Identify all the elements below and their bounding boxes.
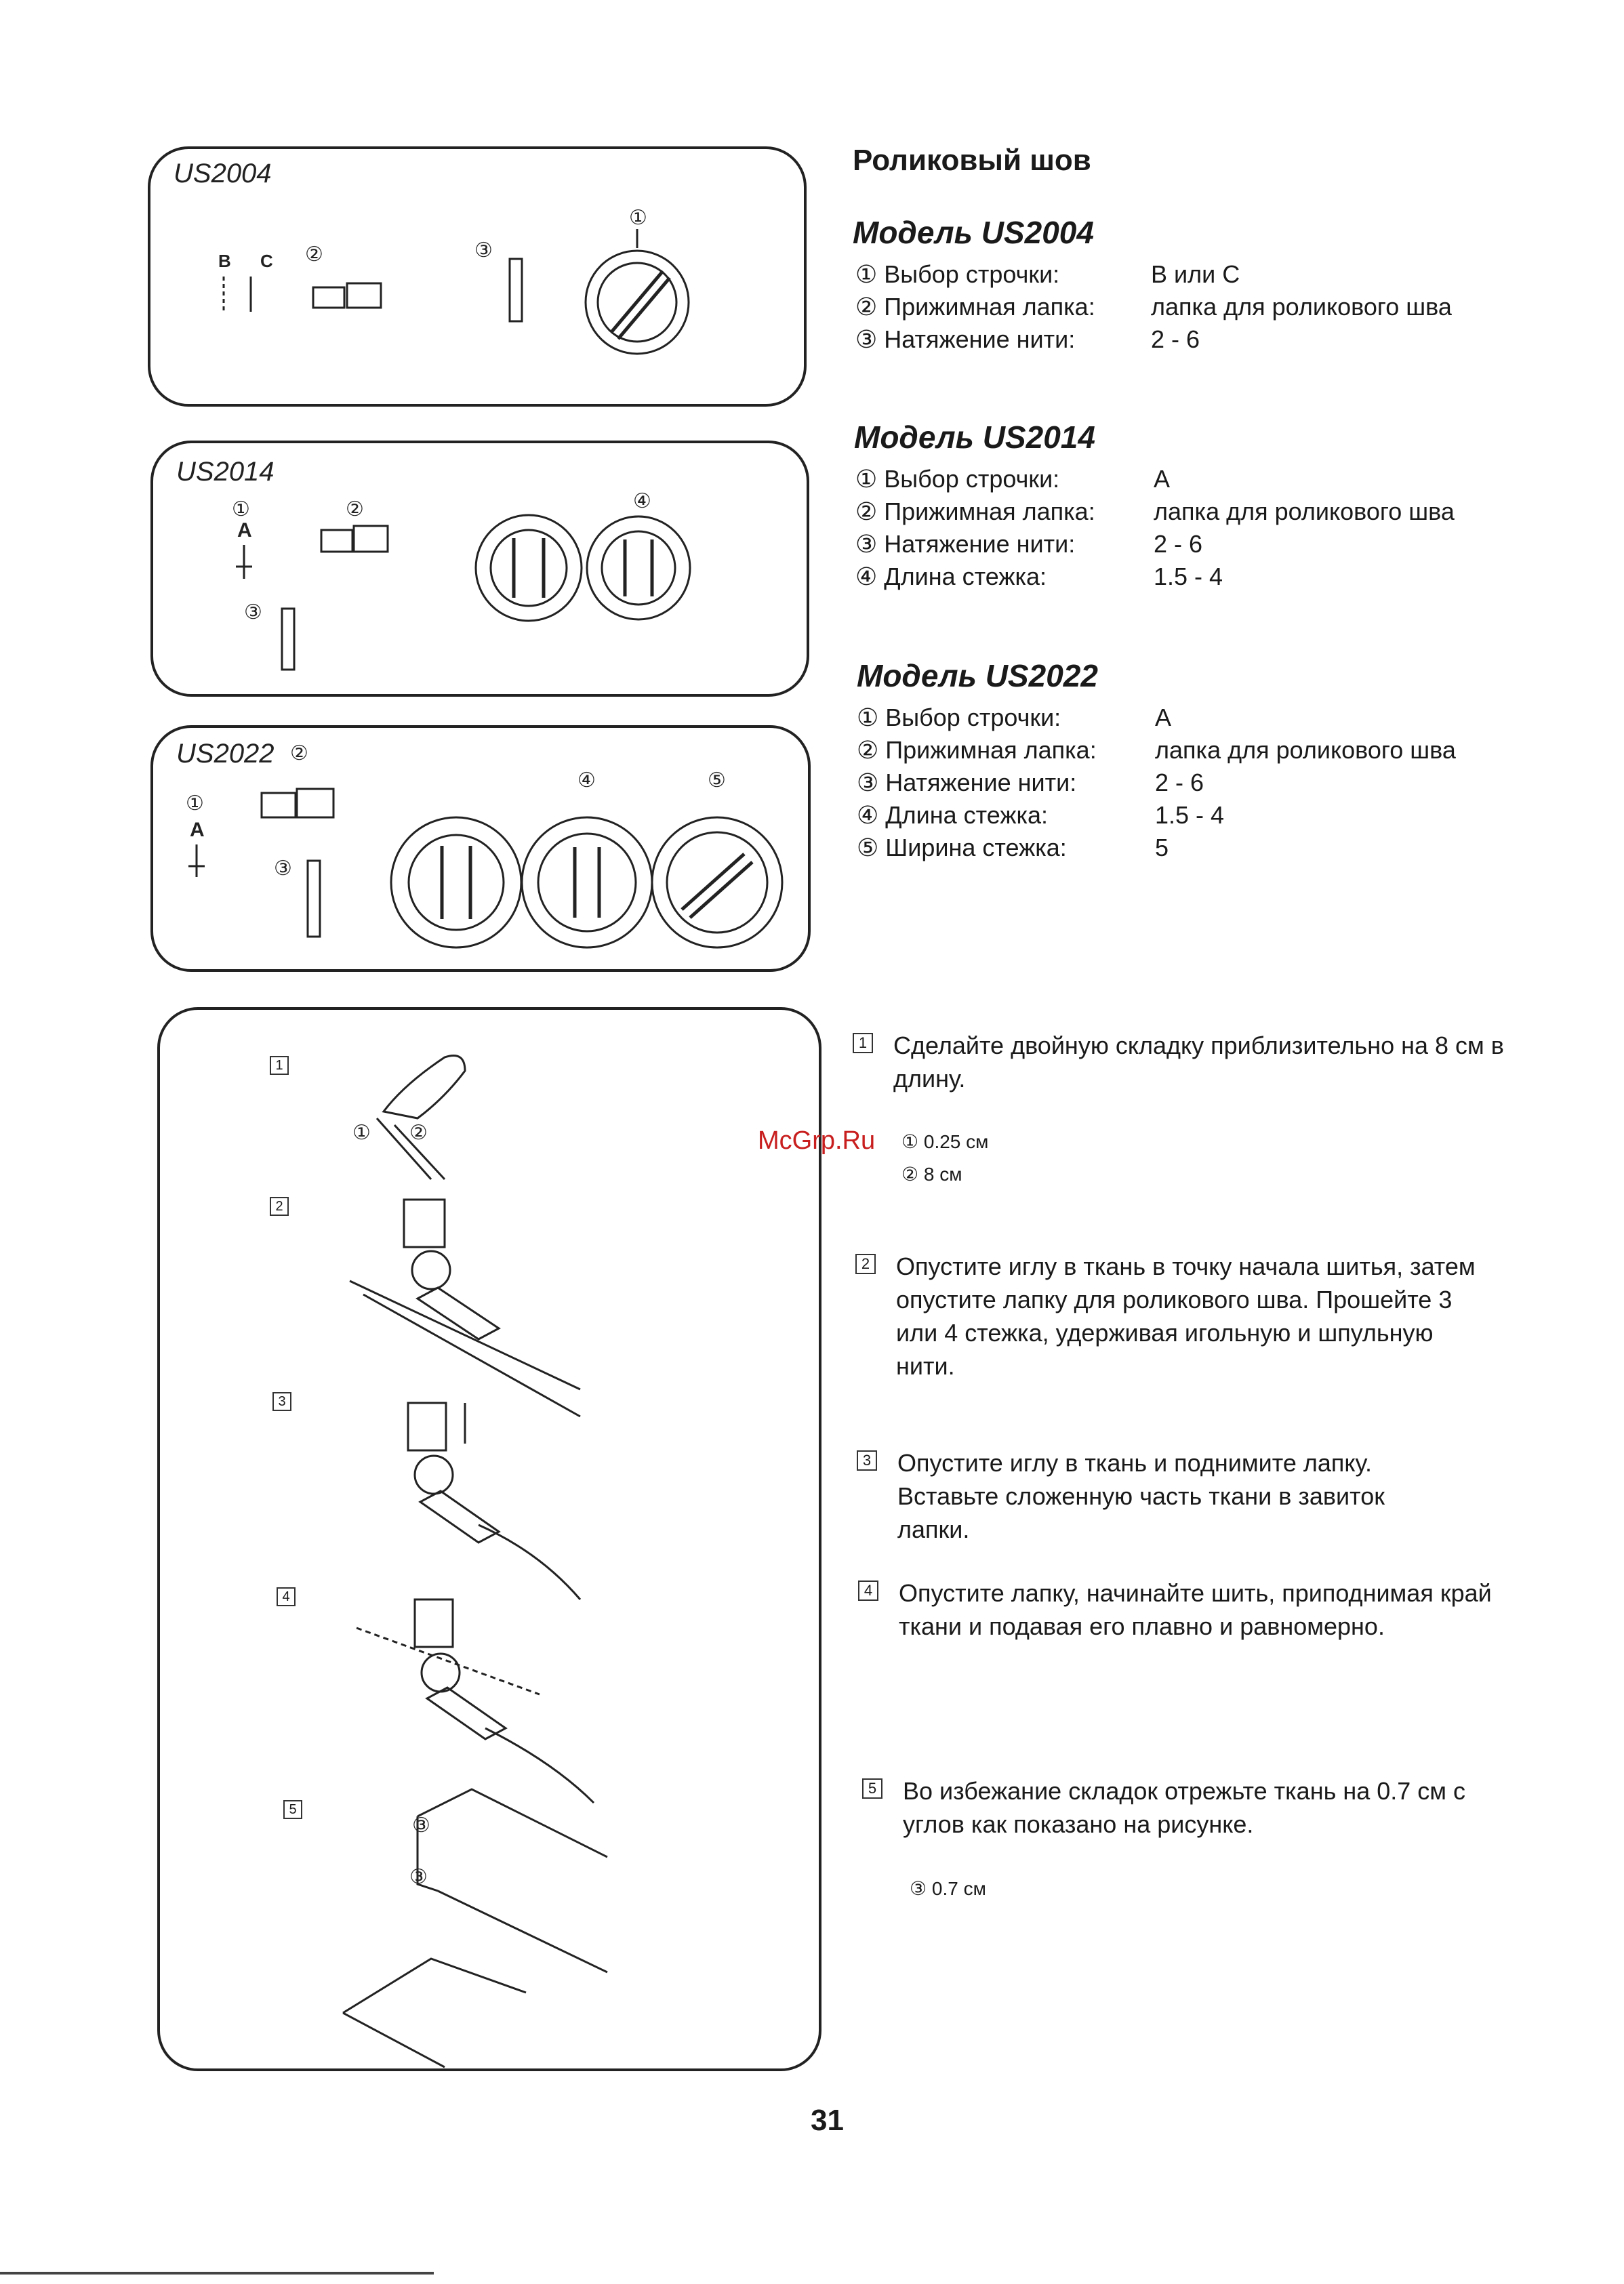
spec-value: 2 - 6 (1155, 769, 1204, 796)
spec-label: ① Выбор строчки: (855, 465, 1060, 493)
panel-label: US2004 (174, 159, 272, 188)
spec-row (855, 260, 1240, 289)
callout-3b: ③ (409, 1866, 428, 1888)
spec-label: ⑤ Ширина стежка: (857, 834, 1067, 861)
spec-row (855, 563, 1223, 591)
spec-row (855, 325, 1200, 354)
spec-label: ④ Длина стежка: (857, 801, 1049, 829)
step-marker-4: 4 (277, 1587, 296, 1606)
spec-value: лапка для роликового шва (1155, 736, 1456, 764)
step-text: Во избежание складок отрежьте ткань на 0.7 см с углов как показано на рисунке. (903, 1777, 1466, 1838)
callout-3: ③ (274, 857, 292, 880)
page-number: 31 (811, 2104, 844, 2137)
callout-5: ⑤ (708, 769, 726, 792)
model-heading-us2014: Модель US2014 (854, 420, 1095, 455)
step-4 (858, 1576, 1509, 1644)
step-number: 1 (853, 1033, 873, 1053)
callout-4: ④ (633, 490, 651, 512)
spec-value: 2 - 6 (1151, 325, 1200, 353)
callout-4: ④ (577, 769, 596, 792)
callout-2: ② (409, 1122, 428, 1144)
spec-value: лапка для роликового шва (1151, 293, 1452, 321)
step-marker-1: 1 (270, 1056, 289, 1075)
spec-label: ④ Длина стежка: (855, 563, 1047, 590)
spec-row (857, 801, 1225, 830)
spec-row (855, 530, 1203, 558)
spec-value: B или C (1151, 260, 1240, 288)
step-number: 5 (862, 1778, 882, 1799)
panel-label: US2014 (176, 457, 275, 487)
spec-value: A (1155, 703, 1172, 731)
spec-label: ① Выбор строчки: (857, 703, 1061, 731)
panel-label: US2022 (176, 739, 275, 769)
callout-2: ② (290, 742, 308, 764)
page-title: Роликовый шов (853, 144, 1091, 177)
spec-label: ③ Натяжение нити: (855, 530, 1076, 558)
spec-row (857, 769, 1204, 797)
panel-us2022 (150, 725, 811, 972)
panel-steps-drawing (160, 1010, 824, 2074)
step-number: 2 (855, 1254, 876, 1274)
model-heading-us2022: Модель US2022 (857, 658, 1098, 693)
spec-label: ② Прижимная лапка: (855, 497, 1095, 525)
callout-3: ③ (474, 239, 493, 262)
step-1 (853, 1029, 1503, 1097)
spec-value: лапка для роликового шва (1154, 497, 1455, 525)
step-marker-3: 3 (272, 1392, 291, 1411)
spec-label: ② Прижимная лапка: (855, 293, 1095, 321)
callout-2: ② (305, 243, 323, 266)
spec-label: ③ Натяжение нити: (857, 769, 1077, 796)
callout-3: ③ (244, 601, 262, 624)
spec-row (857, 703, 1172, 732)
note-1: ① 0.25 см (901, 1131, 989, 1152)
panel-steps (157, 1007, 821, 2071)
callout-2: ② (346, 498, 364, 521)
step-text: Опустите иглу в ткань в точку начала шитья, затем опустите лапку для роликового шва. Прошейте 3 или 4 стежка, удерживая игольную и шпульную нити. (896, 1252, 1476, 1380)
spec-value: 1.5 - 4 (1155, 801, 1225, 829)
spec-row (855, 465, 1171, 493)
step-marker-2: 2 (270, 1197, 289, 1216)
panel-us2022-drawing (153, 728, 804, 972)
callout-1: ① (186, 792, 204, 815)
scan-edge-line (0, 2270, 1624, 2284)
spec-value: 1.5 - 4 (1154, 563, 1223, 590)
step-3 (857, 1446, 1507, 1548)
step-2 (855, 1250, 1506, 1385)
callout-1: ① (232, 498, 250, 521)
callout-3a: ③ (412, 1814, 430, 1837)
spec-row (857, 736, 1456, 764)
stitch-letter: A (237, 519, 252, 542)
spec-value: 5 (1155, 834, 1169, 861)
model-heading-us2004: Модель US2004 (853, 215, 1094, 250)
panel-us2014 (150, 441, 809, 697)
step-text: Сделайте двойную складку приблизительно на 8 см в длину. (893, 1032, 1504, 1093)
note-2: ② 8 см (901, 1164, 962, 1185)
panel-us2014-drawing (153, 443, 804, 694)
panel-us2004-drawing (150, 149, 801, 407)
spec-label: ③ Натяжение нити: (855, 325, 1076, 353)
spec-row (857, 834, 1169, 862)
spec-value: A (1154, 465, 1171, 493)
stitch-letters: B C (218, 251, 285, 271)
stitch-letter: A (190, 819, 205, 841)
callout-1: ① (629, 207, 647, 229)
step-marker-5: 5 (283, 1800, 302, 1819)
step-text: Опустите иглу в ткань и поднимите лапку. Вставьте сложенную часть ткани в завиток лапки. (897, 1449, 1385, 1543)
panel-us2004 (148, 146, 807, 407)
note-3: ③ 0.7 см (910, 1878, 986, 1899)
spec-row (855, 497, 1455, 526)
spec-row (855, 293, 1452, 321)
step-text: Опустите лапку, начинайте шить, приподнимая край ткани и подавая его плавно и равномерно. (899, 1579, 1492, 1640)
step-number: 4 (858, 1581, 878, 1601)
callout-1: ① (352, 1122, 371, 1144)
step-number: 3 (857, 1450, 877, 1471)
watermark: McGrp.Ru (758, 1126, 876, 1155)
spec-label: ① Выбор строчки: (855, 260, 1060, 288)
spec-value: 2 - 6 (1154, 530, 1203, 558)
step-5 (862, 1774, 1513, 1842)
spec-label: ② Прижимная лапка: (857, 736, 1097, 764)
